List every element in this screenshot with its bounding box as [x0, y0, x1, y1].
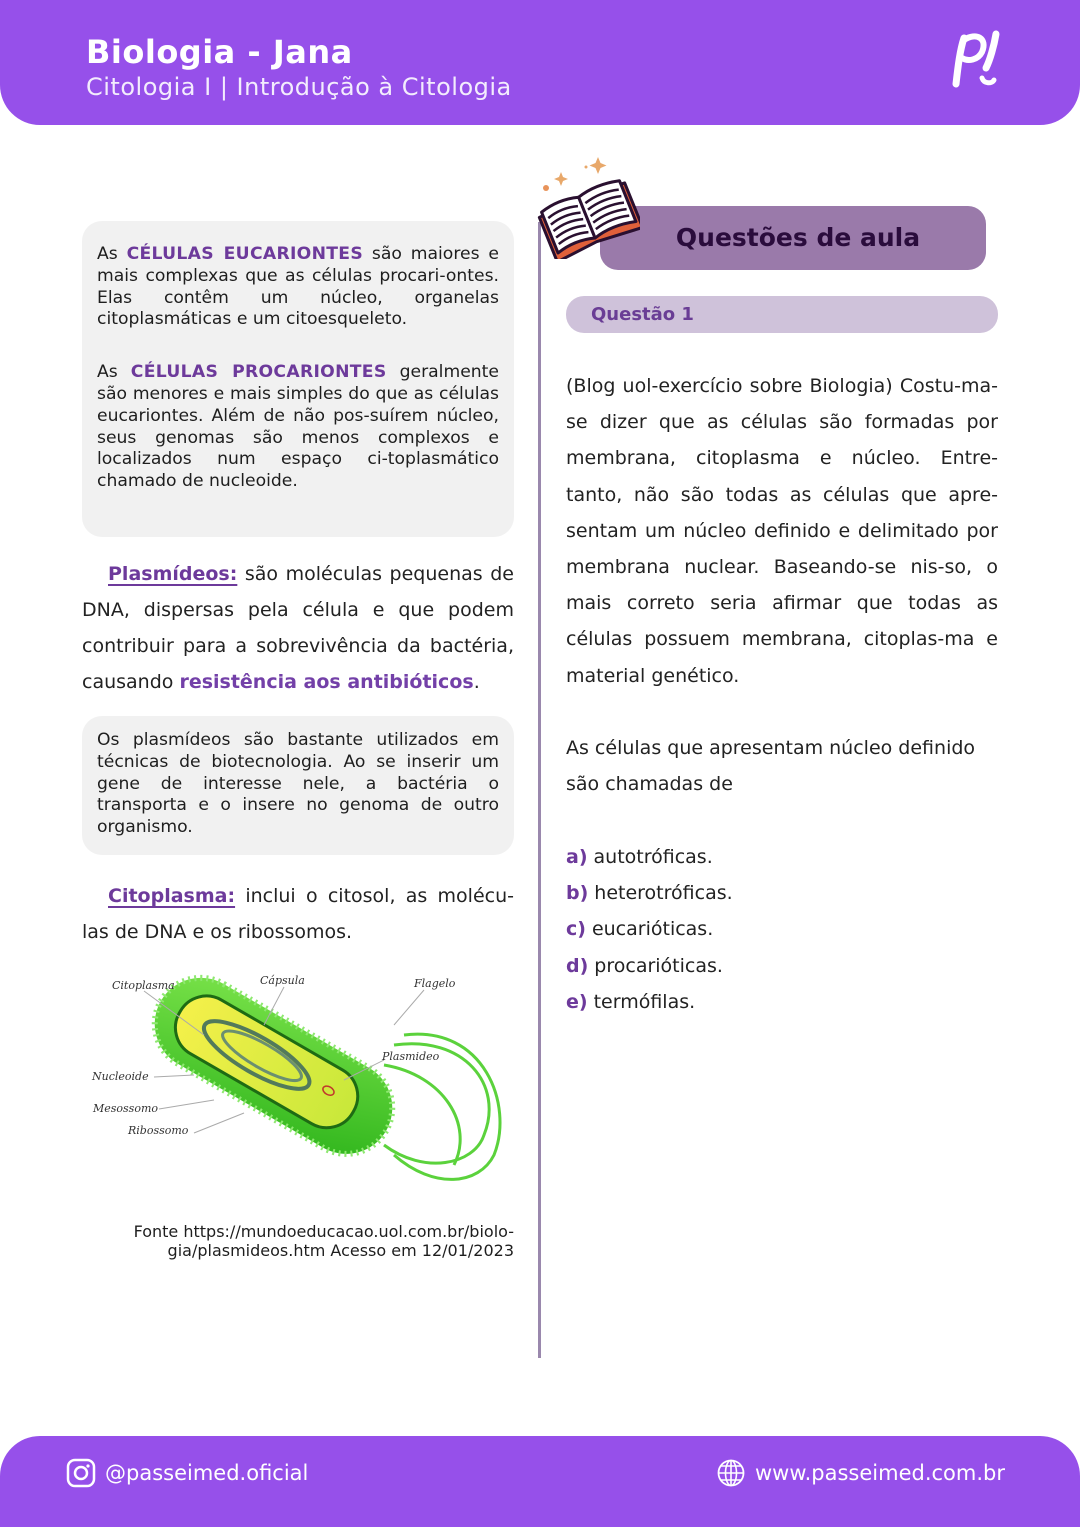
biotech-box — [82, 716, 514, 855]
plasmideos-paragraph: Plasmídeos: são moléculas pequenas de DNA, dispersas pela célula e que podem contribuir para a sobrevivência da bactéria, causando resistência aos antibióticos. — [82, 563, 514, 693]
column-divider — [538, 222, 541, 1358]
emphasis-resistencia: resistência aos antibióticos — [179, 671, 474, 693]
open-book-icon — [536, 155, 640, 259]
label-citoplasma: Citoplasma — [112, 979, 175, 992]
question-label-pill — [566, 296, 998, 333]
label-nucleoide: Nucleoide — [92, 1070, 149, 1083]
label-flagelo: Flagelo — [414, 977, 456, 990]
label-mesossomo: Mesossomo — [93, 1102, 159, 1115]
question-prompt: As células que apresentam núcleo definido são chamadas de — [566, 737, 976, 796]
eukaryote-paragraph: As CÉLULAS EUCARIONTES são maiores e mais complexas que as células procari-ontes. Elas contêm um núcleo, organelas citoplasmáticas e um citoesqueleto. — [97, 244, 499, 330]
citoplasma-paragraph: Citoplasma: inclui o citosol, as molécu-las de DNA e os ribossomos. — [82, 885, 514, 943]
highlight-eucariontes: CÉLULAS EUCARIONTES — [126, 244, 364, 264]
passeimed-logo-icon — [942, 26, 1010, 90]
instagram-handle: @passeimed.oficial — [105, 1461, 309, 1485]
eukaryote-prokaryote-box — [82, 221, 514, 537]
question-label: Questão 1 — [591, 304, 694, 325]
page-footer — [0, 1436, 1080, 1527]
section-title: Questões de aula — [675, 223, 921, 252]
highlight-procariontes: CÉLULAS PROCARIONTES — [130, 362, 387, 383]
question-text: (Blog uol-exercício sobre Biologia) Costu-ma-se dizer que as células são formadas por membrana, citoplasma e núcleo. Entre-tanto, não são todas as células que apre-sentam um núcleo definido e delimitado por membrana nuclear. Baseando-se nis-so, o mais correto seria afirmar que todas as células possuem membrana, citoplas-ma e material genético. — [566, 375, 998, 687]
bacterium-illustration — [84, 965, 516, 1205]
section-header — [600, 206, 986, 270]
bacterium-diagram — [84, 965, 516, 1205]
biotech-paragraph: Os plasmídeos são bastante utilizados em técnicas de biotecnologia. Ao se inserir um gene de interesse nele, a bactéria o transporta e o insere no genoma de outro organismo. — [97, 730, 499, 838]
term-citoplasma: Citoplasma: — [108, 885, 236, 907]
website-link[interactable] — [716, 1458, 1005, 1488]
website-url: www.passeimed.com.br — [755, 1461, 1005, 1485]
label-capsula: Cápsula — [260, 974, 305, 987]
page-subtitle: Citologia I | Introdução à Citologia — [86, 73, 512, 101]
label-plasmideo: Plasmideo — [382, 1050, 440, 1063]
instagram-icon — [66, 1458, 96, 1488]
figure-caption: Fonte https://mundoeducacao.uol.com.br/biolo- gia/plasmideos.htm Acesso em 12/01/2023 — [133, 1222, 514, 1260]
page-title: Biologia - Jana — [86, 33, 353, 71]
prokaryote-paragraph: As CÉLULAS PROCARIONTES geralmente são menores e mais simples do que as células eucariontes. Além de não pos-suírem núcleo, seus genomas são menos complexos e localizados num espaço ci-toplasmático chamado de nucleoide. — [97, 362, 499, 492]
option-e[interactable]: e) termófilas. — [566, 990, 696, 1013]
option-a[interactable]: a) autotróficas. — [566, 846, 713, 868]
answer-options — [566, 839, 998, 1020]
instagram-link[interactable] — [66, 1458, 308, 1488]
page-header — [0, 0, 1080, 125]
globe-icon — [716, 1458, 746, 1488]
option-b[interactable]: b) heterotróficas. — [566, 882, 733, 905]
label-ribossomo: Ribossomo — [128, 1124, 189, 1137]
option-d[interactable]: d) procarióticas. — [566, 954, 723, 977]
option-c[interactable]: c) eucarióticas. — [566, 918, 714, 941]
term-plasmideos: Plasmídeos: — [108, 563, 238, 585]
